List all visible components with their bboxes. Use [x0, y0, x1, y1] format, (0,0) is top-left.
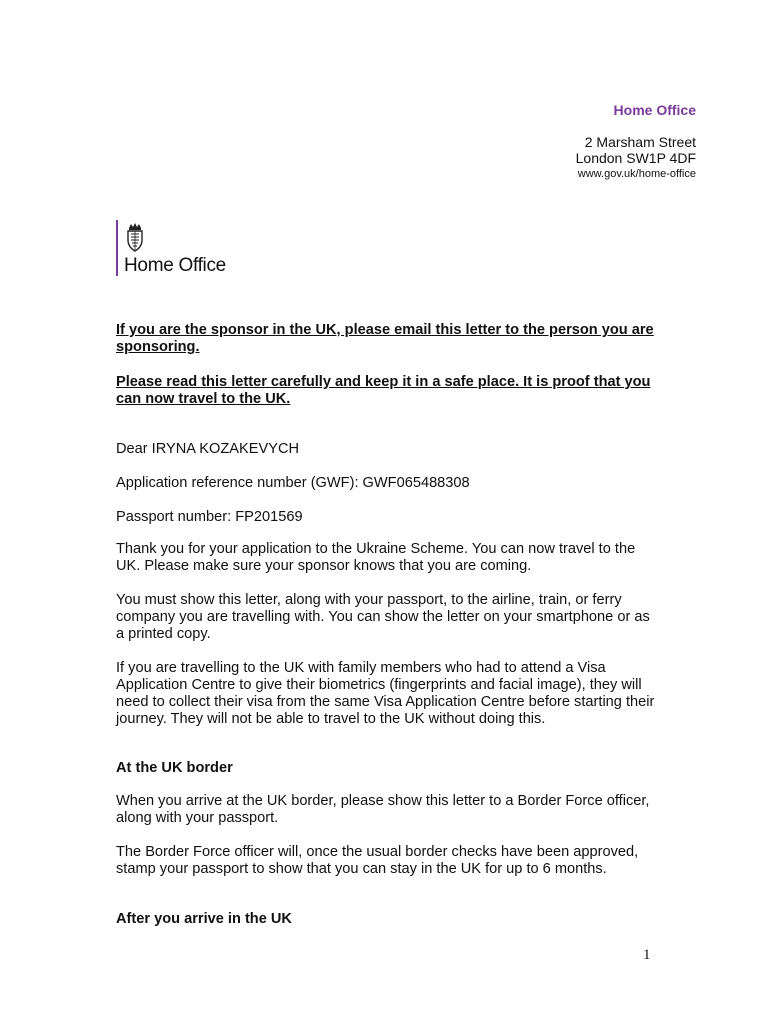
- address-line-2: London SW1P 4DF: [575, 150, 696, 166]
- reference-number: Application reference number (GWF): GWF065488308: [116, 475, 470, 491]
- keep-safe-notice: Please read this letter carefully and keep it in a safe place. It is proof that you can now travel to the UK.: [116, 374, 651, 407]
- paragraph-officer: The Border Force officer will, once the usual border checks have been approved, stamp your passport to show that you can stay in the UK for up to 6 months.: [116, 844, 639, 877]
- logo-bar: [116, 220, 118, 276]
- paragraph-family: If you are travelling to the UK with family members who had to attend a Visa Application Centre to give their biometrics (fingerprints and facial image), they will need to collect their visa from the same Visa Application Centre before starting their journey. They will not be able to travel to the UK without doing this.: [116, 660, 655, 727]
- passport-number: Passport number: FP201569: [116, 509, 303, 525]
- heading-after-arrival: After you arrive in the UK: [116, 911, 292, 927]
- page-number: 1: [643, 947, 651, 963]
- address-line-1: 2 Marsham Street: [584, 134, 696, 150]
- paragraph-show-letter: You must show this letter, along with your passport, to the airline, train, or ferry company you are travelling with. You can show the letter on your smartphone or as a printed copy.: [116, 592, 650, 642]
- heading-uk-border: At the UK border: [116, 760, 233, 776]
- salutation: Dear IRYNA KOZAKEVYCH: [116, 441, 300, 457]
- paragraph-arrive: When you arrive at the UK border, please show this letter to a Border Force officer, along with your passport.: [116, 793, 650, 826]
- home-office-logo: [116, 220, 256, 278]
- logo-text: Home Office: [124, 255, 226, 276]
- sponsor-notice: If you are the sponsor in the UK, please email this letter to the person you are sponsoring.: [116, 322, 654, 355]
- org-name: Home Office: [613, 102, 696, 118]
- website: www.gov.uk/home-office: [577, 168, 696, 180]
- paragraph-thanks: Thank you for your application to the Ukraine Scheme. You can now travel to the UK. Please make sure your sponsor knows that you are coming.: [116, 541, 636, 574]
- royal-crest-icon: [124, 222, 146, 254]
